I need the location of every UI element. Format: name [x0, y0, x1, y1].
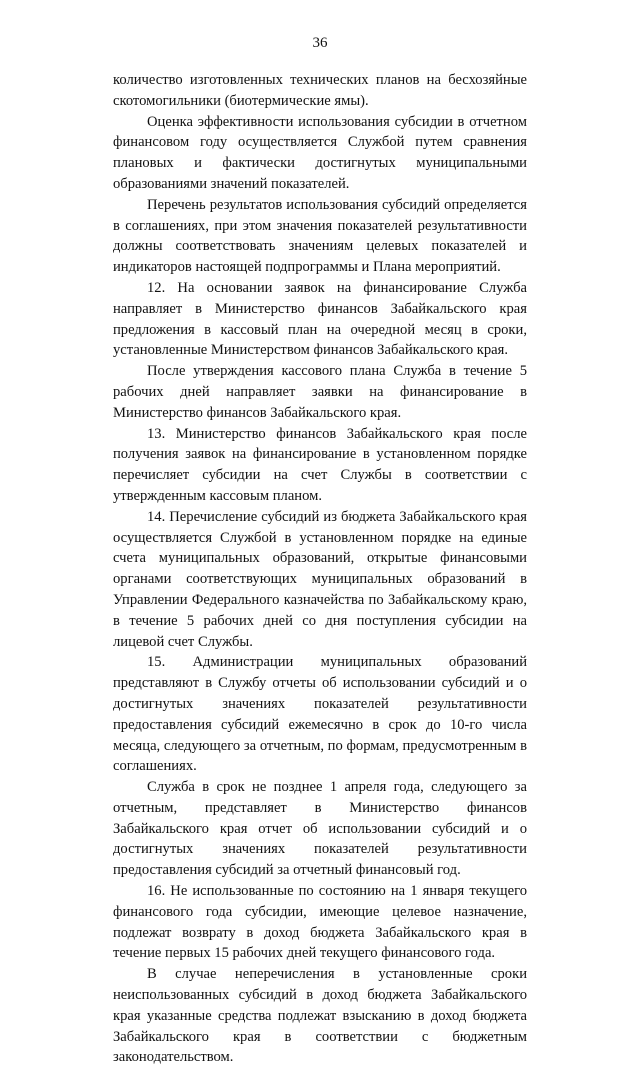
paragraph-continuation: количество изготовленных технических планов на бесхозяйные скотомогильники (биотермические ямы). [113, 72, 527, 109]
paragraph-item-13: 13. Министерство финансов Забайкальского края после получения заявок на финансирование в установленном порядке перечисляет субсидии на счет Службы в соответствии с утвержденным кассовым планом. [113, 425, 527, 504]
paragraph-item-14: 14. Перечисление субсидий из бюджета Забайкальского края осуществляется Службой в установленном порядке на единые счета муниципальных образований, открытые финансовыми органами соответствующих муниципальных образований в Управлении Федерального казначейства по Забайкальскому краю, в течение 5 рабочих дней со дня поступления субсидии на лицевой счет Службы. [113, 508, 527, 650]
page-number: 36 [312, 35, 328, 51]
paragraph-item-12: 12. На основании заявок на финансирование Служба направляет в Министерство финансов Забайкальского края предложения в кассовый план на очередной месяц в сроки, установленные Министерством финансов Забайкальского края. [113, 279, 527, 359]
paragraph-cash-plan: После утверждения кассового плана Служба в течение 5 рабочих дней направляет заявки на финансирование в Министерство финансов Забайкальского края. [113, 363, 527, 421]
paragraph-annual-report: Служба в срок не позднее 1 апреля года, следующего за отчетным, представляет в Министерство финансов Забайкальского края отчет об использовании субсидий и о достигнутых значениях показателей результативности предоставления субсидий за отчетный финансовый год. [113, 779, 527, 879]
paragraph-item-16: 16. Не использованные по состоянию на 1 января текущего финансового года субсидии, имеющие целевое назначение, подлежат возврату в доход бюджета Забайкальского края в течение первых 15 рабочих дней текущего финансового года. [113, 883, 527, 962]
page-body [113, 70, 527, 1068]
paragraph-item-15: 15. Администрации муниципальных образований представляют в Службу отчеты об использовании субсидий и о достигнутых значениях показателей результативности предоставления субсидий ежемесячно в срок до 10-го числа месяца, следующего за отчетным, по формам, предусмотренным в соглашениях. [113, 654, 527, 775]
paragraph-results-list: Перечень результатов использования субсидий определяется в соглашениях, при этом значения показателей результативности должны соответствовать значениям целевых показателей и индикаторов настоящей подпрограммы и Плана мероприятий. [113, 196, 527, 276]
paragraph-efficiency-assessment: Оценка эффективности использования субсидии в отчетном финансовом году осуществляется Службой путем сравнения плановых и фактически достигнутых муниципальными образованиями значений показателей. [113, 113, 527, 192]
paragraph-recovery: В случае неперечисления в установленные сроки неиспользованных субсидий в доход бюджета Забайкальского края указанные средства подлежат взысканию в доход бюджета Забайкальского края в соответствии с бюджетным законодательством. [113, 966, 527, 1066]
